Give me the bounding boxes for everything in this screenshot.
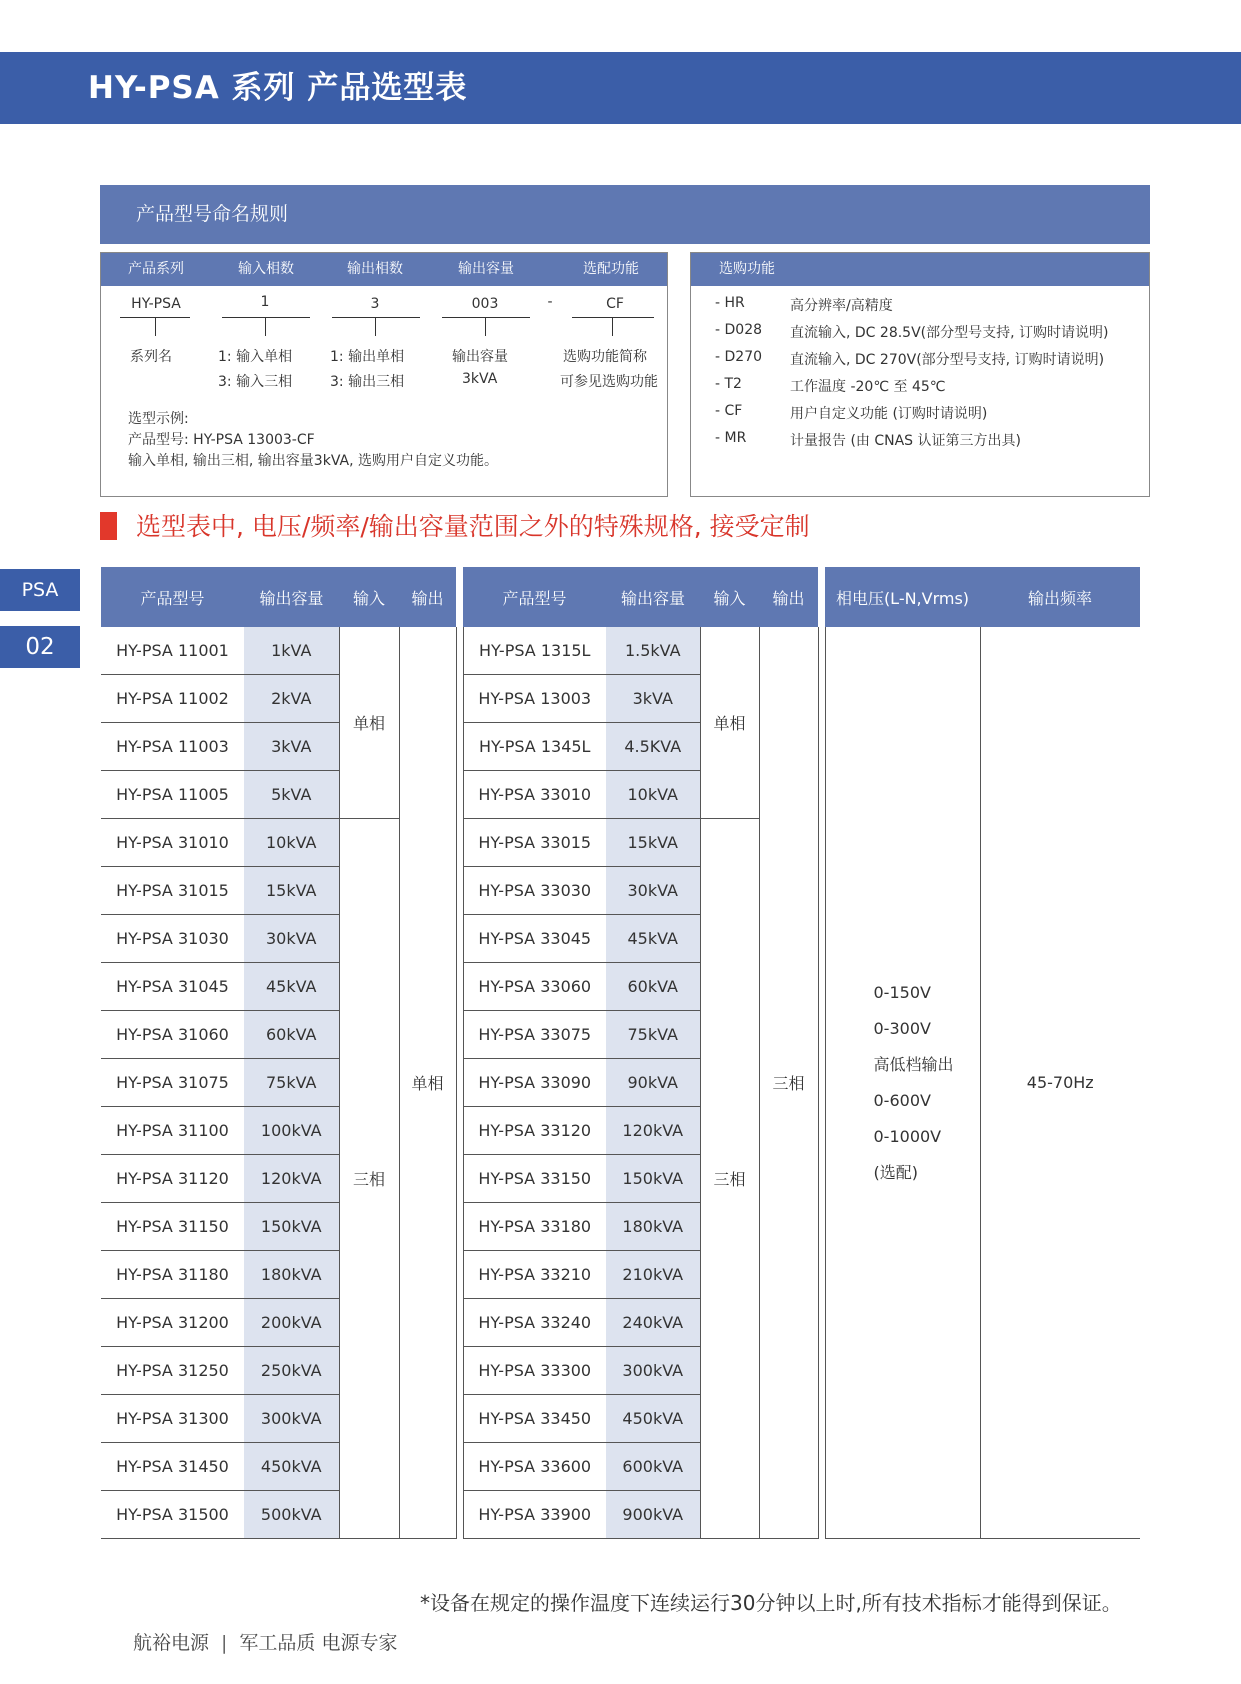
capacity-tick [485, 318, 486, 336]
option-desc: 直流输入, DC 28.5V(部分型号支持, 订购时请说明) [790, 325, 1109, 341]
capacity-cell: 150kVA [244, 1203, 339, 1251]
capacity-cell: 240kVA [606, 1299, 700, 1347]
desc-output-3: 3: 输出三相 [330, 374, 405, 390]
capacity-cell: 450kVA [606, 1395, 700, 1443]
capacity-cell: 75kVA [606, 1011, 700, 1059]
capacity-cell: 300kVA [606, 1347, 700, 1395]
model-cell: HY-PSA 31030 [101, 915, 244, 963]
model-cell: HY-PSA 31450 [101, 1443, 244, 1491]
option-desc: 工作温度 -20℃ 至 45℃ [790, 379, 946, 395]
model-cell: HY-PSA 33090 [463, 1059, 606, 1107]
capacity-cell: 60kVA [606, 963, 700, 1011]
options-box [690, 252, 1150, 497]
model-cell: HY-PSA 33015 [463, 819, 606, 867]
table-row [101, 627, 1140, 675]
desc-output-1: 1: 输出单相 [330, 349, 405, 365]
desc-option-2: 可参见选购功能 [560, 374, 658, 390]
note-marker [100, 512, 117, 540]
model-cell: HY-PSA 31150 [101, 1203, 244, 1251]
left-input-three: 三相 [339, 819, 399, 1539]
series-tick [155, 318, 156, 336]
example-model: 产品型号: HY-PSA 13003-CF [128, 432, 315, 448]
model-cell: HY-PSA 31300 [101, 1395, 244, 1443]
model-cell: HY-PSA 31100 [101, 1107, 244, 1155]
capacity-cell: 180kVA [244, 1251, 339, 1299]
col-output-phase-label: 输出相数 [347, 261, 403, 277]
model-cell: HY-PSA 11005 [101, 771, 244, 819]
model-cell: HY-PSA 13003 [463, 675, 606, 723]
model-cell: HY-PSA 33150 [463, 1155, 606, 1203]
example-title: 选型示例: [128, 411, 189, 427]
header-input: 输入 [339, 567, 399, 627]
output-tick [375, 318, 376, 336]
table-header-row [101, 567, 1140, 627]
option-tick [612, 318, 613, 336]
input-tick [265, 318, 266, 336]
model-cell: HY-PSA 33900 [463, 1491, 606, 1539]
capacity-cell: 300kVA [244, 1395, 339, 1443]
option-desc: 高分辨率/高精度 [790, 298, 893, 314]
capacity-cell: 45kVA [244, 963, 339, 1011]
page-title: HY-PSA 系列 产品选型表 [88, 70, 468, 106]
input-underline [222, 317, 310, 318]
capacity-cell: 1.5kVA [606, 627, 700, 675]
capacity-underline [442, 317, 530, 318]
model-cell: HY-PSA 11003 [101, 723, 244, 771]
example-explanation: 输入单相, 输出三相, 输出容量3kVA, 选购用户自定义功能。 [128, 453, 498, 469]
model-cell: HY-PSA 33300 [463, 1347, 606, 1395]
capacity-cell: 150kVA [606, 1155, 700, 1203]
code-option: CF [606, 296, 624, 312]
voltage-cell [825, 627, 980, 1539]
model-cell: HY-PSA 33450 [463, 1395, 606, 1443]
naming-rules-header [101, 253, 667, 286]
model-cell: HY-PSA 11002 [101, 675, 244, 723]
option-code: - CF [715, 403, 743, 419]
left-input-single: 单相 [339, 627, 399, 819]
model-cell: HY-PSA 33030 [463, 867, 606, 915]
right-input-three: 三相 [700, 819, 759, 1539]
model-cell: HY-PSA 1345L [463, 723, 606, 771]
right-input-single: 单相 [700, 627, 759, 819]
model-cell: HY-PSA 31500 [101, 1491, 244, 1539]
model-cell: HY-PSA 1315L [463, 627, 606, 675]
footer [133, 1628, 397, 1655]
footnote: *设备在规定的操作温度下连续运行30分钟以上时,所有技术指标才能得到保证。 [420, 1591, 1122, 1615]
code-series: HY-PSA [131, 296, 181, 312]
capacity-cell: 5kVA [244, 771, 339, 819]
model-cell: HY-PSA 31200 [101, 1299, 244, 1347]
capacity-cell: 210kVA [606, 1251, 700, 1299]
voltage-line: 0-150V [873, 982, 931, 1002]
model-cell: HY-PSA 31045 [101, 963, 244, 1011]
selection-table [101, 567, 1140, 1539]
header-model: 产品型号 [101, 567, 244, 627]
option-code: - HR [715, 295, 745, 311]
voltage-line: 高低档输出 [873, 1054, 954, 1074]
capacity-cell: 450kVA [244, 1443, 339, 1491]
options-title: 选购功能 [719, 261, 775, 277]
left-output: 单相 [399, 627, 456, 1539]
desc-capacity-label: 输出容量 [452, 349, 508, 365]
capacity-cell: 30kVA [606, 867, 700, 915]
model-cell: HY-PSA 31060 [101, 1011, 244, 1059]
option-underline [572, 317, 654, 318]
model-cell: HY-PSA 33180 [463, 1203, 606, 1251]
capacity-cell: 120kVA [244, 1155, 339, 1203]
option-code: - MR [715, 430, 747, 446]
header-output-2: 输出 [759, 567, 818, 627]
model-cell: HY-PSA 33240 [463, 1299, 606, 1347]
footer-slogan: 军工品质 电源专家 [239, 1632, 398, 1654]
option-desc: 直流输入, DC 270V(部分型号支持, 订购时请说明) [790, 352, 1105, 368]
model-cell: HY-PSA 33210 [463, 1251, 606, 1299]
capacity-cell: 250kVA [244, 1347, 339, 1395]
voltage-line: (选配) [873, 1162, 918, 1182]
capacity-cell: 600kVA [606, 1443, 700, 1491]
capacity-cell: 1kVA [244, 627, 339, 675]
model-cell: HY-PSA 33060 [463, 963, 606, 1011]
option-code: - D028 [715, 322, 763, 338]
capacity-cell: 900kVA [606, 1491, 700, 1539]
header-input-2: 输入 [700, 567, 759, 627]
header-gap [818, 567, 825, 627]
capacity-cell: 10kVA [244, 819, 339, 867]
capacity-cell: 3kVA [244, 723, 339, 771]
model-cell: HY-PSA 33075 [463, 1011, 606, 1059]
capacity-cell: 30kVA [244, 915, 339, 963]
capacity-cell: 15kVA [606, 819, 700, 867]
table-gap [456, 627, 463, 1539]
model-cell: HY-PSA 31075 [101, 1059, 244, 1107]
model-cell: HY-PSA 31250 [101, 1347, 244, 1395]
code-output-phase: 3 [370, 296, 380, 312]
capacity-cell: 500kVA [244, 1491, 339, 1539]
footer-separator: | [221, 1632, 228, 1654]
col-series-label: 产品系列 [128, 261, 184, 277]
capacity-cell: 90kVA [606, 1059, 700, 1107]
right-output: 三相 [759, 627, 818, 1539]
desc-capacity-value: 3kVA [462, 371, 498, 387]
code-capacity: 003 [471, 296, 499, 312]
desc-input-3: 3: 输入三相 [218, 374, 293, 390]
model-cell: HY-PSA 31010 [101, 819, 244, 867]
custom-spec-note: 选型表中, 电压/频率/输出容量范围之外的特殊规格, 接受定制 [136, 512, 810, 541]
capacity-cell: 4.5KVA [606, 723, 700, 771]
option-code: - D270 [715, 349, 763, 365]
page-number-tab: 02 [0, 626, 80, 668]
capacity-cell: 3kVA [606, 675, 700, 723]
capacity-cell: 75kVA [244, 1059, 339, 1107]
naming-section-header: 产品型号命名规则 [100, 185, 1150, 244]
capacity-cell: 45kVA [606, 915, 700, 963]
model-cell: HY-PSA 31015 [101, 867, 244, 915]
header-capacity: 输出容量 [244, 567, 339, 627]
col-option-label: 选配功能 [583, 261, 639, 277]
col-input-phase-label: 输入相数 [238, 261, 294, 277]
footer-brand: 航裕电源 [133, 1632, 210, 1654]
model-cell: HY-PSA 33045 [463, 915, 606, 963]
header-frequency: 输出频率 [980, 567, 1140, 627]
series-tab: PSA [0, 569, 80, 611]
desc-input-1: 1: 输入单相 [218, 349, 293, 365]
option-desc: 用户自定义功能 (订购时请说明) [790, 406, 988, 422]
model-cell: HY-PSA 11001 [101, 627, 244, 675]
options-header [691, 253, 1149, 286]
capacity-cell: 60kVA [244, 1011, 339, 1059]
capacity-cell: 120kVA [606, 1107, 700, 1155]
header-voltage: 相电压(L-N,Vrms) [825, 567, 980, 627]
code-input-phase: 1 [260, 294, 270, 310]
col-capacity-label: 输出容量 [458, 261, 514, 277]
capacity-cell: 2kVA [244, 675, 339, 723]
capacity-cell: 15kVA [244, 867, 339, 915]
header-gap [456, 567, 463, 627]
voltage-line: 0-1000V [873, 1126, 942, 1146]
desc-option-1: 选购功能简称 [563, 349, 647, 365]
model-cell: HY-PSA 33120 [463, 1107, 606, 1155]
capacity-cell: 200kVA [244, 1299, 339, 1347]
header-model-2: 产品型号 [463, 567, 606, 627]
code-dash: - [547, 294, 553, 310]
desc-series: 系列名 [130, 349, 172, 365]
model-cell: HY-PSA 33600 [463, 1443, 606, 1491]
header-output: 输出 [399, 567, 456, 627]
capacity-cell: 10kVA [606, 771, 700, 819]
frequency-cell: 45-70Hz [980, 627, 1140, 1539]
model-cell: HY-PSA 33010 [463, 771, 606, 819]
voltage-line: 0-600V [873, 1090, 931, 1110]
voltage-line: 0-300V [873, 1018, 931, 1038]
output-underline [332, 317, 420, 318]
option-desc: 计量报告 (由 CNAS 认证第三方出具) [790, 433, 1021, 449]
model-cell: HY-PSA 31180 [101, 1251, 244, 1299]
capacity-cell: 180kVA [606, 1203, 700, 1251]
capacity-cell: 100kVA [244, 1107, 339, 1155]
header-capacity-2: 输出容量 [606, 567, 700, 627]
table-gap [818, 627, 825, 1539]
option-code: - T2 [715, 376, 742, 392]
model-cell: HY-PSA 31120 [101, 1155, 244, 1203]
